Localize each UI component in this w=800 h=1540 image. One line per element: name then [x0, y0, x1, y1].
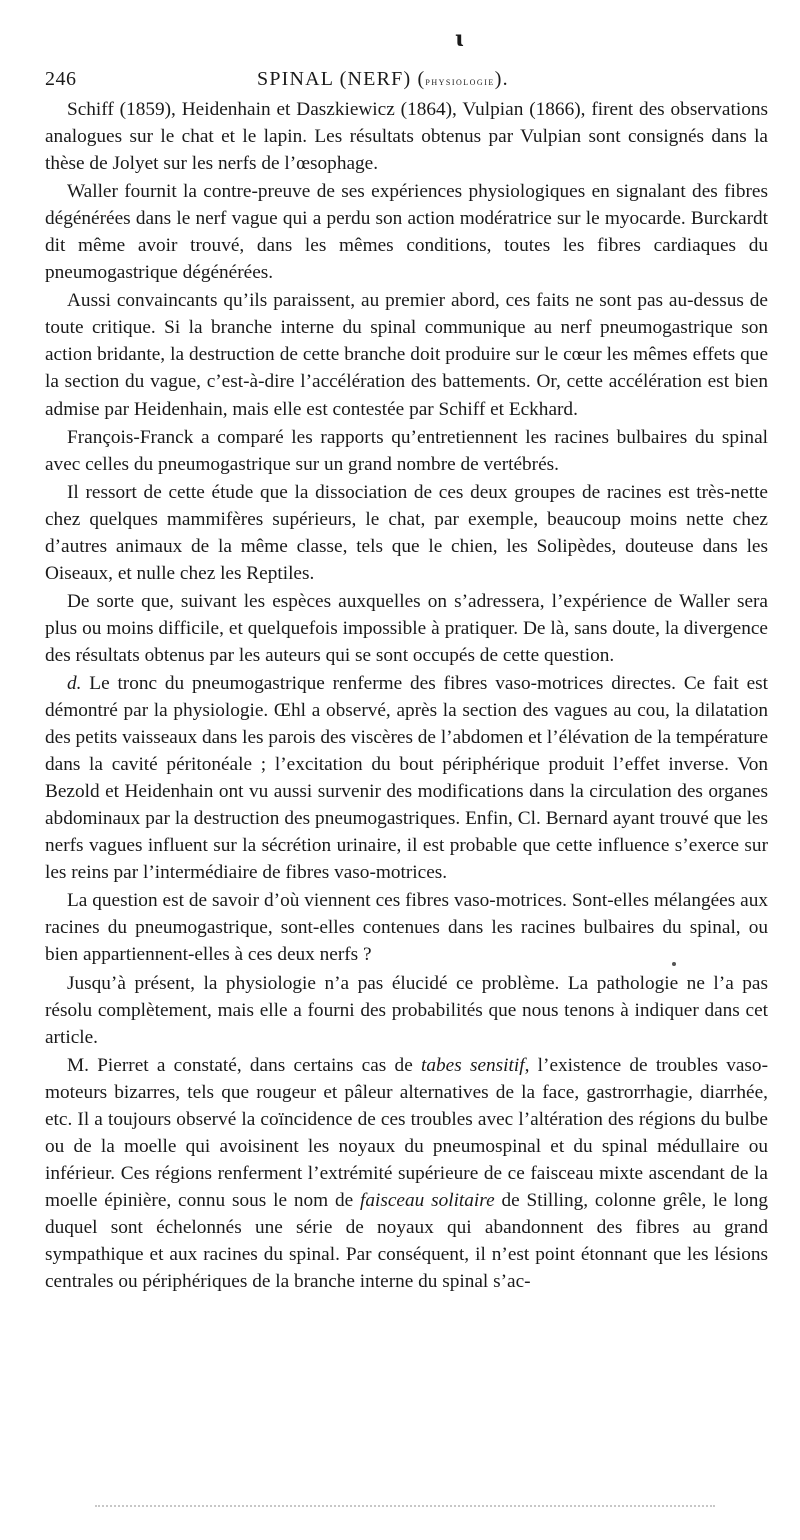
page-number: 246 [45, 68, 77, 90]
paragraph-7 [45, 670, 768, 886]
paragraph-2: Waller fournit la contre-preuve de ses expériences physiologiques en signalant des fibres dégénérées dans le nerf vague qui a perdu son action modératrice sur le myocarde. Burckardt dit même avoir trouvé, dans les mêmes conditions, toutes les fibres cardiaques du pneumogastrique dégénérées. [45, 181, 768, 284]
running-title [257, 68, 509, 91]
paragraph-5: Il ressort de cette étude que la dissociation de ces deux groupes de racines est très-nette chez quelques mammifères supérieurs, le chat, par exemple, beaucoup moins nette chez d’autres animaux de la même classe, tels que le chien, les Solipèdes, douteuse dans les Oiseaux, et nulle chez les Reptiles. [45, 481, 768, 584]
paragraph-6: De sorte que, suivant les espèces auxquelles on s’adressera, l’expérience de Waller sera plus ou moins difficile, et quelquefois impossible à pratiquer. De là, sans doute, la divergence des résultats obtenus par les auteurs qui se sont occupés de cette question. [45, 590, 768, 666]
section-letter: d. [67, 672, 82, 694]
italic-term-tabes: tabes sensitif [421, 1054, 525, 1076]
running-header [45, 62, 765, 98]
ink-speck [672, 962, 676, 966]
bottom-dotted-rule [95, 1505, 715, 1513]
paragraph-10-part-2: , l’existence de troubles vaso-moteurs bizarres, tels que rougeur et pâleur alternatives de la face, gastrorrhagie, diarrhée, etc. Il a toujours observé la coïncidence de ces troubles avec l’altération des régions du bulbe ou de la moelle qui avoisinent les noyaux du pneumospinal et du spinal médullaire ou inférieur. Ces régions renferment l’extrémité supérieure de ce faisceau mixte ascendant de la moelle épinière, connu sous le nom de [45, 1054, 768, 1211]
printer-mark: ɩ [455, 26, 464, 52]
italic-term-faisceau: faisceau solitaire [359, 1189, 495, 1211]
body-text [45, 96, 768, 1296]
running-title-subject: physiologie [425, 74, 495, 88]
paragraph-10-part-3: de Stilling, colonne grêle, le long duquel sont échelonnés une série de noyaux qui abandonnent des fibres au grand sympathique et aux racines du spinal. Par conséquent, il n’est point étonnant que les lésions centrales ou périphériques de la branche interne du spinal s’ac- [45, 1189, 769, 1293]
paragraph-1: Schiff (1859), Heidenhain et Daszkiewicz (1864), Vulpian (1866), firent des observations analogues sur le chat et le lapin. Les résultats obtenus par Vulpian sont consignés dans la thèse de Jolyet sur les nerfs de l’œsophage. [45, 99, 768, 175]
paragraph-7-text: Le tronc du pneumogastrique renferme des fibres vaso-motrices directes. Ce fait est démontré par la physiologie. Œhl a observé, après la section des vagues au cou, la dilatation des petits vaisseaux dans les parois des viscères de l’abdomen et l’élévation de la température dans la cavité péritonéale ; l’excitation du bout périphérique produit l’effet inverse. Von Bezold et Heidenhain ont vu aussi survenir des modifications dans la circulation des organes abdominaux par la destruction des pneumogastriques. Enfin, Cl. Bernard ayant trouvé que les nerfs vagues influent sur la sécrétion urinaire, il est probable que cette influence s’exerce sur les reins par l’intermédiaire de fibres vaso-motrices. [45, 672, 768, 884]
running-title-end: ). [494, 68, 509, 90]
paragraph-8: La question est de savoir d’où viennent ces fibres vaso-motrices. Sont-elles mélangées aux racines du pneumogastrique, sont-elles contenues dans les racines bulbaires du spinal, ou bien appartiennent-elles à ces deux nerfs ? [45, 890, 768, 966]
paragraph-10-part-1: M. Pierret a constaté, dans certains cas de [67, 1054, 421, 1076]
paragraph-3: Aussi convaincants qu’ils paraissent, au premier abord, ces faits ne sont pas au-dessus de toute critique. Si la branche interne du spinal communique au nerf pneumogastrique son action bridante, la destruction de cette branche doit produire sur le cœur les mêmes effets que la section du vague, c’est-à-dire l’accélération des battements. Or, cette accélération est bien admise par Heidenhain, mais elle est contestée par Schiff et Eckhard. [45, 290, 768, 420]
running-title-main: SPINAL (NERF) ( [257, 68, 426, 90]
paragraph-10 [45, 1052, 768, 1295]
paragraph-4: François-Franck a comparé les rapports qu’entretiennent les racines bulbaires du spinal avec celles du pneumogastrique sur un grand nombre de vertébrés. [45, 426, 768, 475]
paragraph-9: Jusqu’à présent, la physiologie n’a pas élucidé ce problème. La pathologie ne l’a pas résolu complètement, mais elle a fourni des probabilités que nous tenons à indiquer dans cet article. [45, 972, 768, 1048]
